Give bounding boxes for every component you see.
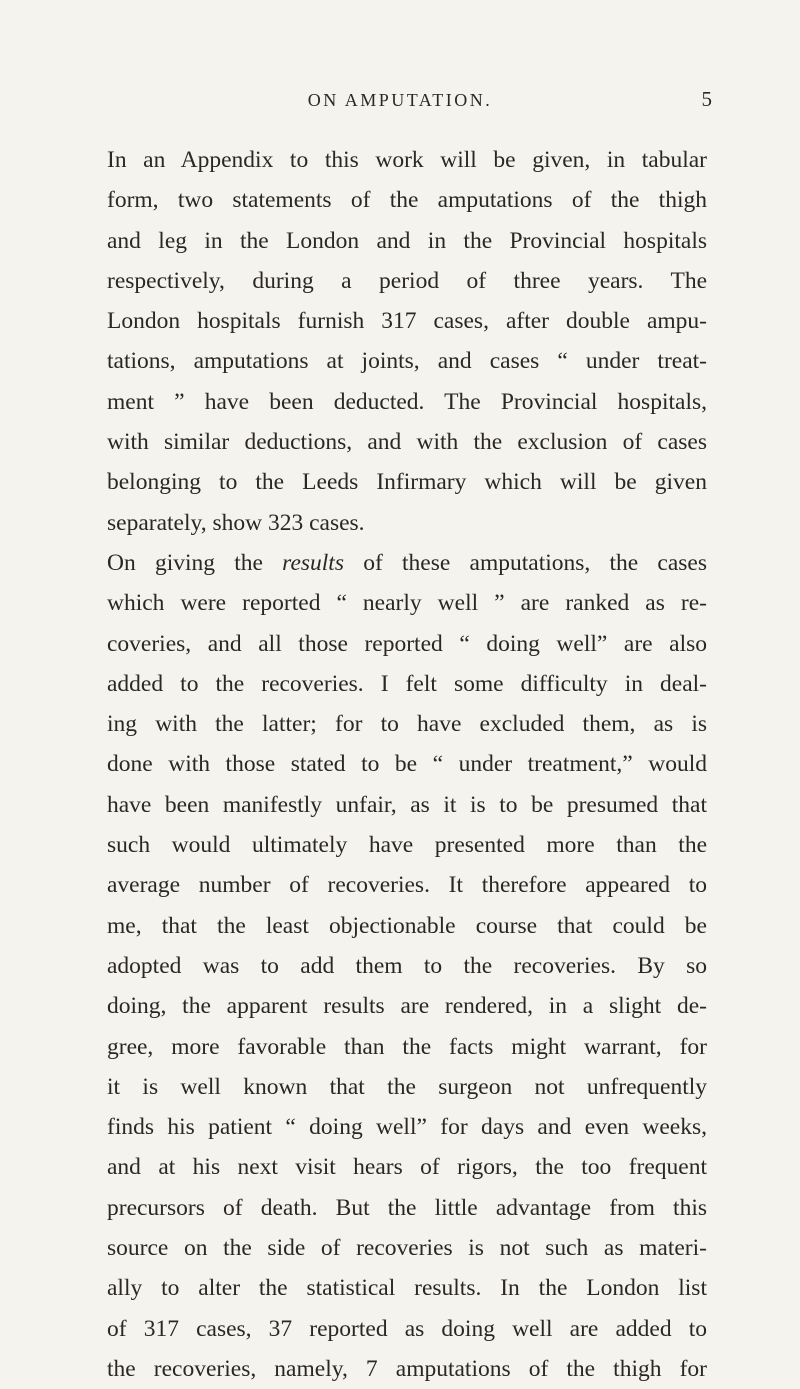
text-line: done with those stated to be “ under treatment,” would	[107, 751, 707, 778]
text-line: me, that the least objectionable course that could be	[107, 912, 707, 939]
text-line: form, two statements of the amputations of the thigh	[107, 187, 707, 214]
text-line: On giving the results of these amputations, the cases	[107, 549, 708, 576]
text-line: precursors of death. But the little advantage from this	[107, 1194, 707, 1221]
text-line: In an Appendix to this work will be given, in tabular	[107, 147, 707, 173]
body-text	[107, 140, 707, 1389]
text-line: which were reported “ nearly well ” are ranked as re-	[107, 590, 707, 617]
text-line: ing with the latter; for to have excluded them, as is	[107, 711, 707, 738]
text-line: source on the side of recoveries is not such as materi-	[107, 1235, 707, 1262]
text-line: average number of recoveries. It therefore appeared to	[107, 872, 707, 899]
text-line: finds his patient “ doing well” for days and even weeks,	[107, 1114, 707, 1141]
text-line: London hospitals furnish 317 cases, after double ampu-	[107, 308, 707, 335]
page-number: 5	[701, 87, 712, 111]
text-line: have been manifestly unfair, as it is to be presumed that	[107, 791, 707, 818]
text-line: ment ” have been deducted. The Provincial hospitals,	[107, 388, 707, 415]
text-line: separately, show 323 cases.	[107, 509, 365, 536]
italic-emphasis: results	[282, 549, 344, 576]
text-line: of 317 cases, 37 reported as doing well are added to	[107, 1315, 707, 1342]
text-line: gree, more favorable than the facts might warrant, for	[107, 1033, 707, 1060]
text-line: adopted was to add them to the recoveries. By so	[107, 952, 707, 979]
text-line: doing, the apparent results are rendered, in a slight de-	[107, 993, 707, 1020]
text-line: and leg in the London and in the Provincial hospitals	[107, 227, 707, 254]
running-head	[0, 86, 800, 116]
text-line: ally to alter the statistical results. In the London list	[107, 1275, 707, 1302]
text-line: such would ultimately have presented more than the	[107, 832, 707, 859]
running-title: ON AMPUTATION.	[307, 90, 493, 110]
text-line: coveries, and all those reported “ doing well” are also	[107, 630, 707, 657]
text-line: tations, amputations at joints, and cases “ under treat-	[107, 348, 707, 375]
text-line: added to the recoveries. I felt some difficulty in deal-	[107, 670, 707, 697]
text-line: respectively, during a period of three years. The	[107, 267, 707, 294]
text-line: and at his next visit hears of rigors, the too frequent	[107, 1154, 707, 1181]
text-line: belonging to the Leeds Infirmary which will be given	[107, 469, 707, 496]
text-line: the recoveries, namely, 7 amputations of the thigh for	[107, 1355, 707, 1382]
text-line: with similar deductions, and with the exclusion of cases	[107, 429, 707, 456]
text-line: it is well known that the surgeon not unfrequently	[107, 1073, 707, 1100]
